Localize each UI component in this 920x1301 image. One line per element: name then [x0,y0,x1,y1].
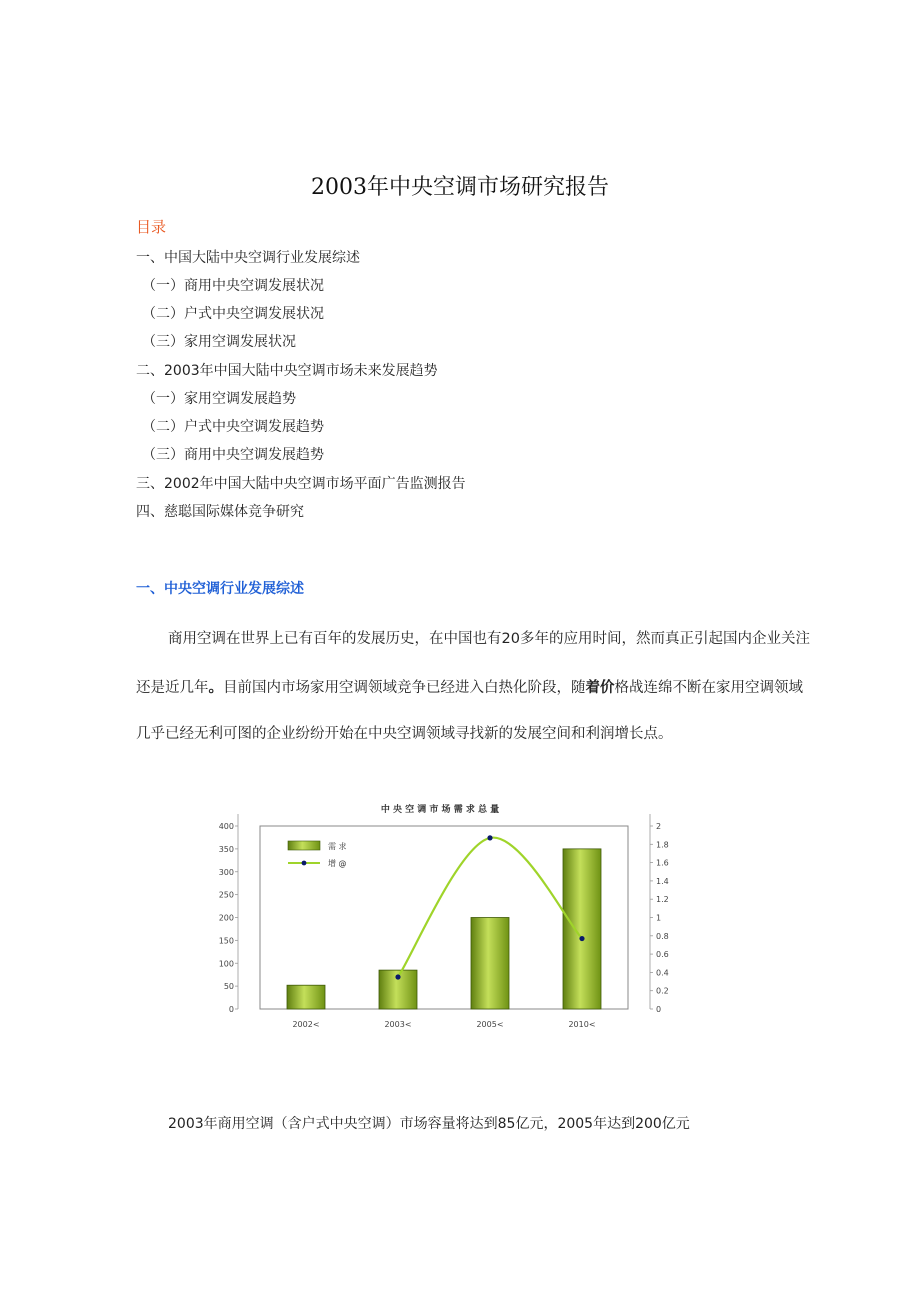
y-tick-label: 150 [218,936,234,946]
demand-chart [218,796,669,1046]
paragraph-text: 还是近几年 [136,680,209,696]
y-tick-label: 400 [218,822,234,831]
toc-item-2-1[interactable]: （一）家用空调发展趋势 [142,391,296,407]
y-tick-label: 300 [218,867,234,877]
y2-tick-label: 0.8 [656,931,669,941]
growth-point [395,974,400,979]
y-tick-label: 350 [218,844,234,854]
y2-tick-label: 1.6 [656,858,669,868]
legend-label-demand: 需 求 [328,842,347,851]
bar-2010< [563,849,601,1009]
toc-item-2[interactable]: 二、2003年中国大陆中央空调市场未来发展趋势 [136,363,438,379]
y2-tick-label: 1 [656,913,662,923]
bar-2002< [287,985,325,1009]
toc-item-1-3[interactable]: （三）家用空调发展状况 [142,334,296,350]
paragraph-line-1: 商用空调在世界上已有百年的发展历史，在中国也有20多年的应用时间，然而真正引起国内企业关注 [168,631,810,647]
y2-tick-label: 1.8 [656,840,669,850]
y2-tick-label: 0.6 [656,950,669,960]
y2-tick-label: 1.4 [656,876,669,886]
y2-tick-label: 2 [656,822,662,831]
legend-label-growth: 增 @ [328,859,347,868]
growth-point [487,835,492,840]
paragraph-text: 格战连绵不断在家用空调领域 [614,680,803,696]
y-tick-label: 50 [223,982,234,992]
paragraph-line-2 [136,676,803,697]
y2-tick-label: 0 [656,1005,662,1014]
x-tick-label: 2005< [476,1020,504,1029]
toc-heading: 目录 [136,218,167,236]
y-tick-label: 200 [218,913,234,923]
toc-item-2-2[interactable]: （二）户式中央空调发展趋势 [142,419,324,435]
y2-tick-label: 1.2 [656,895,669,905]
section-heading: 一、中央空调行业发展综述 [136,581,304,597]
paragraph-text: 目前国内市场家用空调领域竞争已经进入白热化阶段，随 [223,680,586,696]
chart-title: 中 央 空 调 市 场 需 求 总 量 [380,805,500,815]
toc-item-1-2[interactable]: （二）户式中央空调发展状况 [142,306,324,322]
chart-caption: 2003年商用空调（含户式中央空调）市场容量将达到85亿元，2005年达到200亿元 [168,1116,690,1132]
y2-tick-label: 0.4 [656,968,669,978]
bar-2005< [471,918,509,1010]
toc-item-1[interactable]: 一、中国大陆中央空调行业发展综述 [136,250,360,266]
document-title: 2003年中央空调市场研究报告 [311,175,609,200]
paragraph-bold-text: 着价 [585,680,615,696]
paragraph-bold-text: 。 [208,680,223,696]
toc-item-3[interactable]: 三、2002年中国大陆中央空调市场平面广告监测报告 [136,476,466,492]
paragraph-line-3: 几乎已经无利可图的企业纷纷开始在中央空调领域寻找新的发展空间和利润增长点。 [136,726,673,742]
toc-item-4[interactable]: 四、慈聪国际媒体竞争研究 [136,504,304,520]
legend-line-marker [302,861,307,866]
growth-point [579,936,584,941]
legend-bar-swatch [288,841,320,850]
x-tick-label: 2010< [568,1020,596,1029]
x-tick-label: 2002< [292,1020,320,1029]
y-tick-label: 100 [218,959,234,969]
y-tick-label: 0 [228,1005,234,1014]
toc-item-1-1[interactable]: （一）商用中央空调发展状况 [142,278,324,294]
toc-item-2-3[interactable]: （三）商用中央空调发展趋势 [142,447,324,463]
x-tick-label: 2003< [384,1020,412,1029]
y2-tick-label: 0.2 [656,986,669,996]
y-tick-label: 250 [218,890,234,900]
